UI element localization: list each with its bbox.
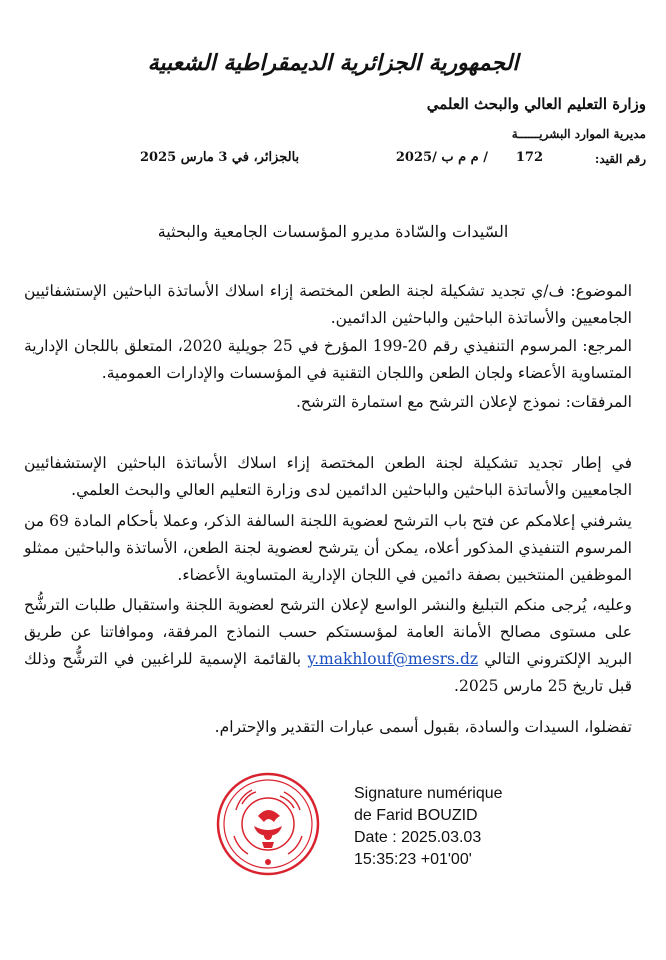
ref-number: 172 [515,150,543,165]
ref-code: / م م ب /2025 [395,150,488,165]
reference-text: المرسوم التنفيذي رقم 20-199 المؤرخ في 25 جويلية 2020، المتعلق باللجان الإدارية المتساوية الأعضاء ولجان الطعن واللجان التقنية في المؤسسات والإدارات العمومية. [24,337,632,382]
reference-row [140,148,646,170]
body-paragraph-1: في إطار تجديد تشكيلة لجنة الطعن المختصة إزاء اسلاك الأساتذة الباحثين الإستشفائيين الجامعيين والأساتذة الباحثين والباحثين الدائمين لدى وزارة التعليم العالي والبحث العلمي. [24,454,632,499]
republic-heading: الجمهورية الجزائرية الديمقراطية الشعبية [147,50,519,76]
subject-line [24,278,632,332]
body-paragraph-2: يشرفني إعلامكم عن فتح باب الترشح لعضوية اللجنة السالفة الذكر، وعملا بأحكام المادة 69 من المرسوم التنفيذي المذكور أعلاه، يمكن أن يترشح لعضوية لجنة الطعن، الأساتذة والباحثين ممثلو الموظفين المنتخبين بصفة دائمين في اللجان الإدارية المتساوية الأعضاء. [24,512,632,584]
subject-label: الموضوع: [570,282,632,300]
signature-line-2: de Farid BOUZID [354,807,478,824]
attachments-label: المرفقات: [565,393,632,411]
date-line: بالجزائر، في 3 مارس 2025 [140,150,300,165]
reference-label: المرجع: [582,337,632,355]
ministry-name: وزارة التعليم العالي والبحث العلمي [426,95,646,113]
para3-after: بالقائمة الإسمية للراغبين في الترشُّح وذلك قبل تاريخ 25 مارس 2025. [24,650,632,695]
directorate-name: مديرية الموارد البشريــــــة [511,127,646,141]
reference-line [24,333,632,387]
email-link[interactable]: y.makhlouf@mesrs.dz [307,650,479,668]
attachments-text: نموذج لإعلان الترشح مع استمارة الترشح. [295,393,566,411]
signature-line-4: 15:35:23 +01'00' [354,851,472,868]
body-paragraph-3 [24,592,632,700]
seal-stamp-icon [214,770,322,878]
ref-label: رقم القيد: [594,152,646,166]
addressee: السّيدات والسّادة مديرو المؤسسات الجامعية والبحثية [157,222,509,241]
digital-signature [354,783,614,871]
signature-line-3: Date : 2025.03.03 [354,829,482,846]
attachments-line [24,389,632,416]
para3-before: وعليه، يُرجى منكم التبليغ والنشر الواسع لإعلان الترشح لعضوية اللجنة واستقبال طلبات الترشُّح على مستوى مصالح الأمانة العامة لمؤسستكم حسب النماذج المرفقة، وموافاتنا عن طريق البريد الإلكتروني التالي [24,596,633,668]
subject-text: ف/ي تجديد تشكيلة لجنة الطعن المختصة إزاء اسلاك الأساتذة الباحثين الإستشفائيين الجامعيين والأساتذة الباحثين والباحثين الدائمين. [24,282,632,327]
closing-line: تفضلوا، السيدات والسادة، بقبول أسمى عبارات التقدير والإحترام. [214,718,632,736]
signature-line-1: Signature numérique [354,785,503,802]
